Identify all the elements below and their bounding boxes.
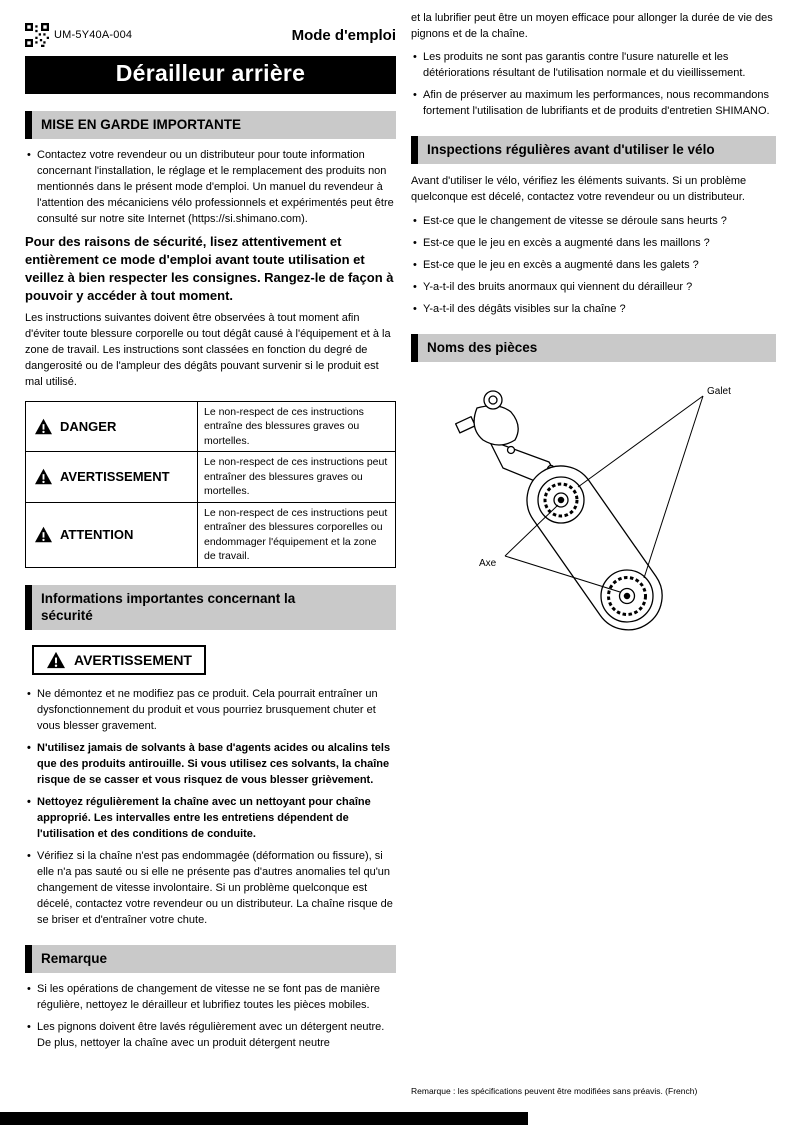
pulley-upper <box>538 477 584 523</box>
page-title: Dérailleur arrière <box>25 56 396 94</box>
barrel-adjuster <box>456 416 476 432</box>
leader-galet-lower <box>644 396 703 578</box>
warning-icon <box>34 418 53 435</box>
warning-icon <box>46 651 66 669</box>
bullet-item: • Les pignons doivent être lavés régulièrement avec un détergent neutre. De plus, nettoyer la chaîne avec un produit détergent neutre <box>25 1019 396 1051</box>
bullet-item: • Est-ce que le jeu en excès a augmenté dans les maillons ? <box>411 235 776 251</box>
footer-bar <box>0 1112 528 1125</box>
section-header-informations-securite <box>25 585 396 630</box>
label-axe: Axe <box>479 557 497 569</box>
table-row <box>26 401 396 451</box>
warning-icon <box>34 468 53 485</box>
footer-note: Remarque : les spécifications peuvent être modifiées sans préavis. (French) <box>411 1086 698 1096</box>
avertissement-box-label: AVERTISSEMENT <box>74 651 192 668</box>
label-galet: Galet <box>707 385 731 397</box>
table-row <box>26 452 396 502</box>
bullet-item: • Contactez votre revendeur ou un distributeur pour toute information concernant l'installation, le réglage et le remplacement des produits non mentionnés dans le présent mode d'emploi. Un manuel du revendeur à l'attention des mécaniciens vélo professionnels et expérimentés peut être consulté sur notre site Internet (https://si.shimano.com). <box>25 147 396 227</box>
warning-icon <box>34 526 53 543</box>
section-header-inspections: Inspections régulières avant d'utiliser le vélo <box>411 136 776 164</box>
severity-label: DANGER <box>60 418 117 434</box>
section-header-remarque: Remarque <box>25 945 396 973</box>
table-row <box>26 502 396 567</box>
document-code: UM-5Y40A-004 <box>54 29 133 41</box>
link-pivot <box>508 446 515 453</box>
severity-table <box>25 401 396 568</box>
left-column <box>25 22 396 1057</box>
bullet-item: • Vérifiez si la chaîne n'est pas endommagée (déformation ou fissure), si elle n'a pas sauté ou si elle ne présente pas d'autres anomalies tel qu'un changement de vitesse involontaire. Si un problème quelconque est décelé, contactez votre revendeur ou un distributeur. La chaîne risque de se briser et d'entraîner votre chute. <box>25 848 396 928</box>
section-header-noms-des-pieces: Noms des pièces <box>411 334 776 362</box>
bullet-item: • Y-a-t-il des bruits anormaux qui viennent du dérailleur ? <box>411 279 776 295</box>
avertissement-box <box>32 645 206 675</box>
b-knuckle <box>474 405 518 444</box>
pulley-lower <box>601 570 653 622</box>
leader-galet-upper <box>578 396 703 487</box>
safety-bullet-list <box>25 686 396 929</box>
remark-continuation: et la lubrifier peut être un moyen efficace pour allonger la durée de vie des pignons et de la chaîne. <box>411 12 773 41</box>
cage-plate <box>514 452 676 643</box>
section-header-mise-en-garde: MISE EN GARDE IMPORTANTE <box>25 111 396 139</box>
right-column <box>411 10 776 670</box>
bullet-item: • Les produits ne sont pas garantis contre l'usure naturelle et les détériorations résultant de l'utilisation normale et du vieillissement. <box>411 49 776 81</box>
remark-bullet-list <box>25 981 396 1051</box>
bullet-item: • Est-ce que le jeu en excès a augmenté dans les galets ? <box>411 257 776 273</box>
caution-intro: Les instructions suivantes doivent être observées à tout moment afin d'éviter toute blessure corporelle ou tout dégât causé à l'équipement et à la zone de travail. Les instructions sont classées en fonction du degré de dangerosité ou de l'ampleur des dégâts pouvant survenir si le produit est mal utilisé. <box>25 311 391 388</box>
bullet-item: • Ne démontez et ne modifiez pas ce produit. Cela pourrait entraîner un dysfonctionnement du produit et vous pourriez brusquement chuter et vous blesser gravement. <box>25 686 396 734</box>
severity-text: Le non-respect de ces instructions peut entraîner des blessures graves ou mortelles. <box>198 452 396 502</box>
section-header-label: Informations importantes concernant la sécurité <box>41 590 296 624</box>
document-type: Mode d'emploi <box>291 26 396 44</box>
severity-label: ATTENTION <box>60 527 134 543</box>
safety-bold-notice: Pour des raisons de sécurité, lisez attentivement et entièrement ce mode d'emploi avant toute utilisation et veillez à bien respecter les consignes. Rangez-le de façon à pouvoir y accéder à tout moment. <box>25 233 394 303</box>
severity-text: Le non-respect de ces instructions entraîne des blessures graves ou mortelles. <box>198 401 396 451</box>
inspection-bullet-list <box>411 213 776 317</box>
bullet-item: • N'utilisez jamais de solvants à base d'agents acides ou alcalins tels que des produits antirouille. Si vous utilisez ces solvants, la chaîne risque de se casser et vous risquez de vous blesser grièvement. <box>25 740 396 788</box>
bullet-item: • Nettoyez régulièrement la chaîne avec un nettoyant pour chaîne approprié. Les intervalles entre les entretiens dépendent de l'utilisation et des conditions de conduite. <box>25 794 396 842</box>
right-top-bullet-list <box>411 49 776 119</box>
bullet-item: • Est-ce que le changement de vitesse se déroule sans heurts ? <box>411 213 776 229</box>
inspection-intro: Avant d'utiliser le vélo, vérifiez les éléments suivants. Si un problème quelconque est décelé, contactez votre revendeur ou un distributeur. <box>411 174 747 203</box>
derailleur-diagram <box>411 370 776 670</box>
severity-label: AVERTISSEMENT <box>60 469 170 485</box>
bullet-item: • Si les opérations de changement de vitesse ne se font pas de manière régulière, nettoyez le dérailleur et lubrifiez toutes les pièces mobiles. <box>25 981 396 1013</box>
document-header <box>25 22 396 48</box>
severity-text: Le non-respect de ces instructions peut entraîner des blessures corporelles ou endommager l'équipement et la zone de travail. <box>198 502 396 567</box>
bullet-item: • Afin de préserver au maximum les performances, nous recommandons fortement l'utilisation de lubrifiants et de produits d'entretien SHIMANO. <box>411 87 776 119</box>
bullet-item: • Y-a-t-il des dégâts visibles sur la chaîne ? <box>411 301 776 317</box>
qr-code-icon <box>25 23 49 47</box>
caution-bullet-list <box>25 147 396 227</box>
